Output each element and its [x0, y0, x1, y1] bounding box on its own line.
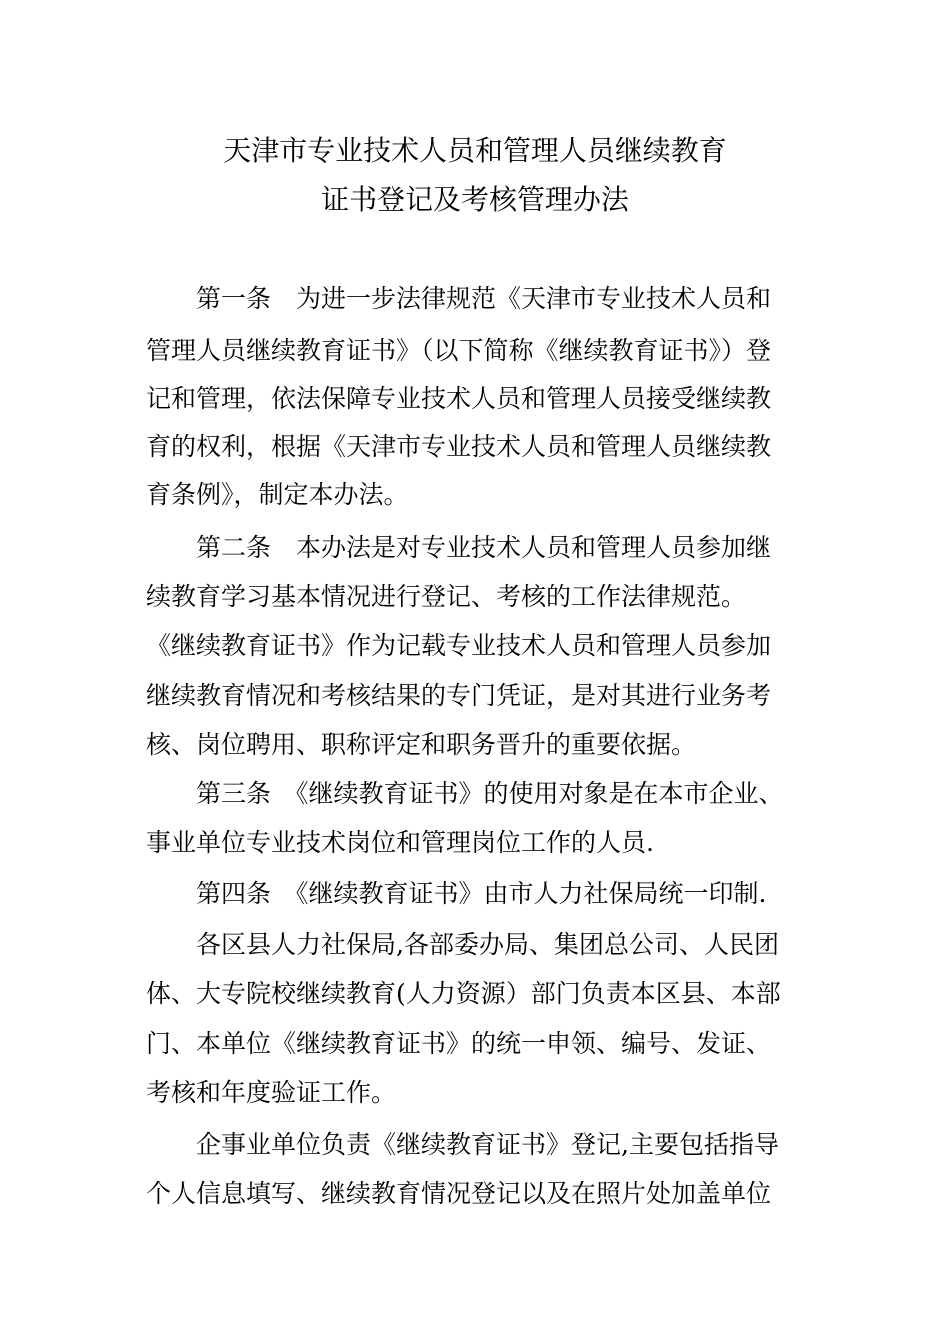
- text-line-16: 门、本单位《继续教育证书》的统一申领、编号、发证、: [146, 1029, 772, 1058]
- text-line-8: 《继续教育证书》作为记载专业技术人员和管理人员参加: [146, 631, 772, 660]
- text-line-14: 各区县人力社保局,各部委办局、集团总公司、人民团: [196, 930, 779, 959]
- document-title-line-1: 天津市专业技术人员和管理人员继续教育: [223, 134, 727, 167]
- text-line-17: 考核和年度验证工作。: [146, 1078, 397, 1107]
- text-line-5: 育条例》，制定本办法。: [146, 480, 409, 509]
- text-line-9: 继续教育情况和考核结果的专门凭证，是对其进行业务考: [146, 681, 772, 710]
- text-line-2: 管理人员继续教育证书》（以下简称《继续教育证书》）登: [146, 336, 772, 365]
- text-line-19: 个人信息填写、继续教育情况登记以及在照片处加盖单位: [146, 1179, 772, 1208]
- text-line-1: 第一条 为进一步法律规范《天津市专业技术人员和: [196, 284, 772, 313]
- text-line-4: 育的权利，根据《天津市专业技术人员和管理人员继续教: [146, 432, 772, 461]
- text-line-13: 第四条 《继续教育证书》由市人力社保局统一印制.: [196, 879, 767, 908]
- text-line-18: 企事业单位负责《继续教育证书》登记,主要包括指导: [196, 1130, 779, 1159]
- text-line-11: 第三条 《继续教育证书》的使用对象是在本市企业、: [196, 779, 784, 808]
- text-line-12: 事业单位专业技术岗位和管理岗位工作的人员.: [146, 828, 654, 857]
- document-title-line-2: 证书登记及考核管理办法: [321, 183, 629, 216]
- text-line-10: 核、岗位聘用、职称评定和职务晋升的重要依据。: [146, 730, 697, 759]
- text-line-6: 第二条 本办法是对专业技术人员和管理人员参加继: [196, 533, 772, 562]
- text-line-7: 续教育学习基本情况进行登记、考核的工作法律规范。: [146, 582, 747, 611]
- text-line-3: 记和管理，依法保障专业技术人员和管理人员接受继续教: [146, 384, 772, 413]
- text-line-15: 体、大专院校继续教育(人力资源）部门负责本区县、本部: [146, 979, 781, 1008]
